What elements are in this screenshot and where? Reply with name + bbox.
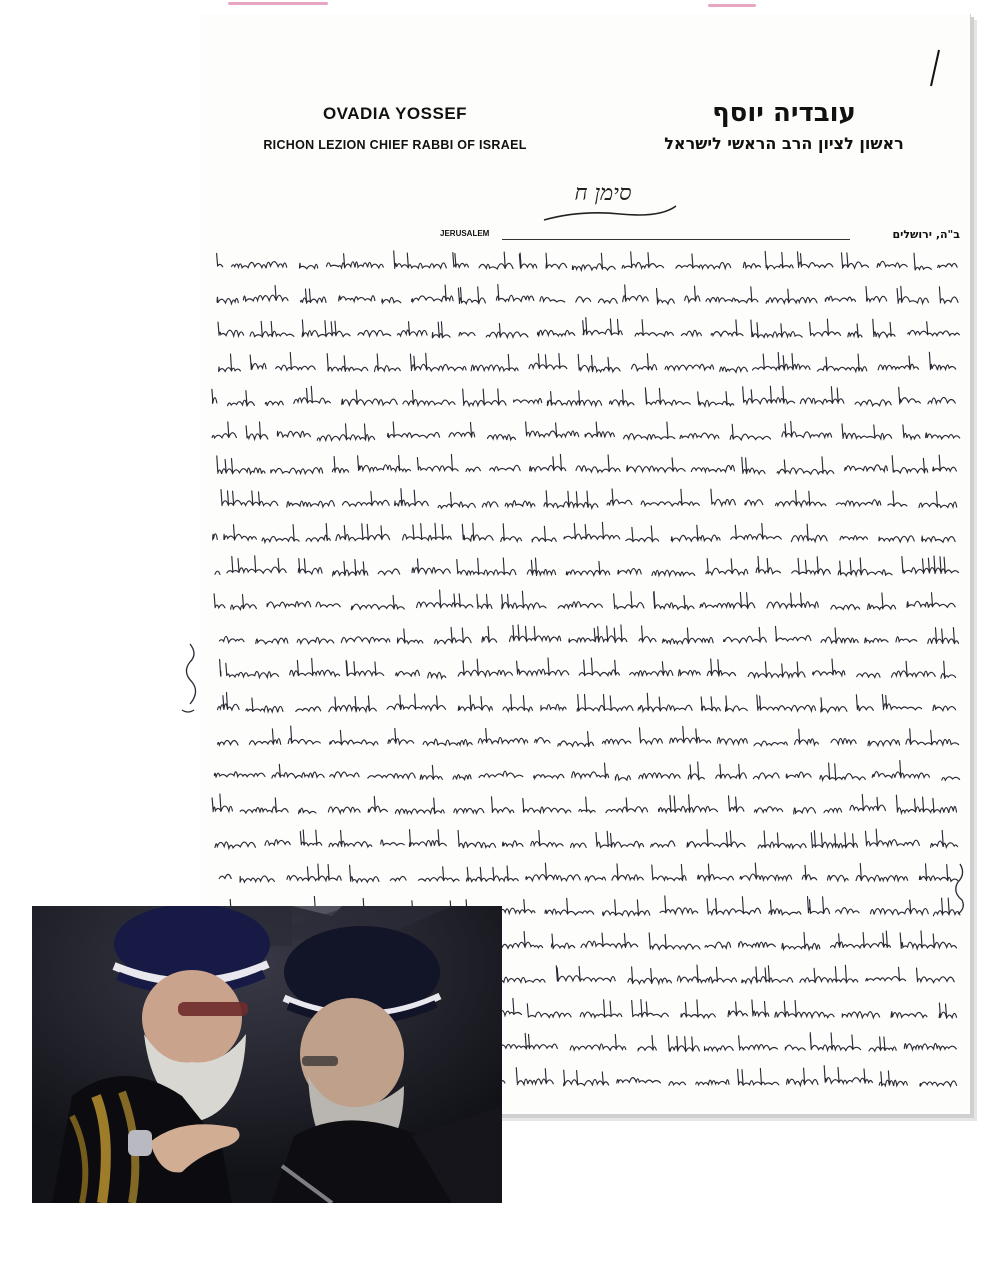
margin-note-left <box>176 640 206 720</box>
handwritten-line <box>208 350 964 384</box>
section-heading <box>540 176 680 236</box>
pink-mark-right <box>708 4 756 7</box>
handwritten-strokes <box>212 386 955 406</box>
handwritten-line <box>208 622 964 656</box>
margin-note-right <box>948 860 972 920</box>
handwritten-line <box>208 690 964 724</box>
handwritten-line <box>208 792 964 826</box>
handwritten-strokes <box>213 522 955 542</box>
handwritten-line <box>208 758 964 792</box>
handwritten-strokes <box>215 556 959 576</box>
page-number-mark <box>928 48 942 88</box>
top-edge-marks <box>0 0 1000 8</box>
handwritten-line <box>208 588 964 622</box>
section-heading-text: סימן ח <box>574 181 632 206</box>
handwritten-line <box>208 520 964 554</box>
handwritten-strokes <box>212 422 960 441</box>
handwritten-strokes <box>214 590 955 610</box>
hebrew-title: ראשון לציון הרב הראשי לישראל <box>664 134 904 153</box>
handwritten-line <box>208 452 964 486</box>
date-place-line <box>440 228 960 244</box>
handwritten-line <box>208 248 964 282</box>
handwritten-strokes <box>218 693 956 713</box>
photo-two-rabbis <box>32 906 502 1203</box>
english-name: OVADIA YOSSEF <box>322 104 468 123</box>
handwritten-strokes <box>217 454 957 474</box>
handwritten-line <box>208 554 964 588</box>
handwritten-line <box>208 860 964 894</box>
handwritten-strokes <box>219 352 956 372</box>
handwritten-strokes <box>214 761 959 781</box>
handwritten-strokes <box>220 658 956 679</box>
handwritten-strokes <box>215 829 958 848</box>
handwritten-line <box>208 656 964 690</box>
handwritten-line <box>208 418 964 452</box>
place-hebrew: ב"ה, ירושלים <box>892 228 960 241</box>
handwritten-strokes <box>221 489 957 509</box>
handwritten-line <box>208 282 964 316</box>
place-english: JERUSALEM <box>440 229 490 238</box>
handwritten-strokes <box>217 251 958 270</box>
handwritten-strokes <box>218 318 959 338</box>
english-letterhead <box>260 104 530 152</box>
hebrew-name: עובדיה יוסף <box>712 98 856 128</box>
handwritten-line <box>208 486 964 520</box>
handwritten-strokes <box>212 794 956 814</box>
handwritten-strokes <box>217 285 958 305</box>
english-title: RICHON LEZION CHIEF RABBI OF ISRAEL <box>263 138 527 152</box>
handwritten-line <box>208 724 964 758</box>
handwritten-strokes <box>218 726 959 746</box>
photo-inset <box>32 906 502 1203</box>
handwritten-line <box>208 316 964 350</box>
handwritten-strokes <box>219 863 958 882</box>
hebrew-letterhead <box>600 98 968 153</box>
handwritten-line <box>208 384 964 418</box>
pink-mark-left <box>228 2 328 5</box>
handwritten-line <box>208 826 964 860</box>
handwritten-strokes <box>219 625 958 644</box>
place-underline <box>502 239 850 240</box>
